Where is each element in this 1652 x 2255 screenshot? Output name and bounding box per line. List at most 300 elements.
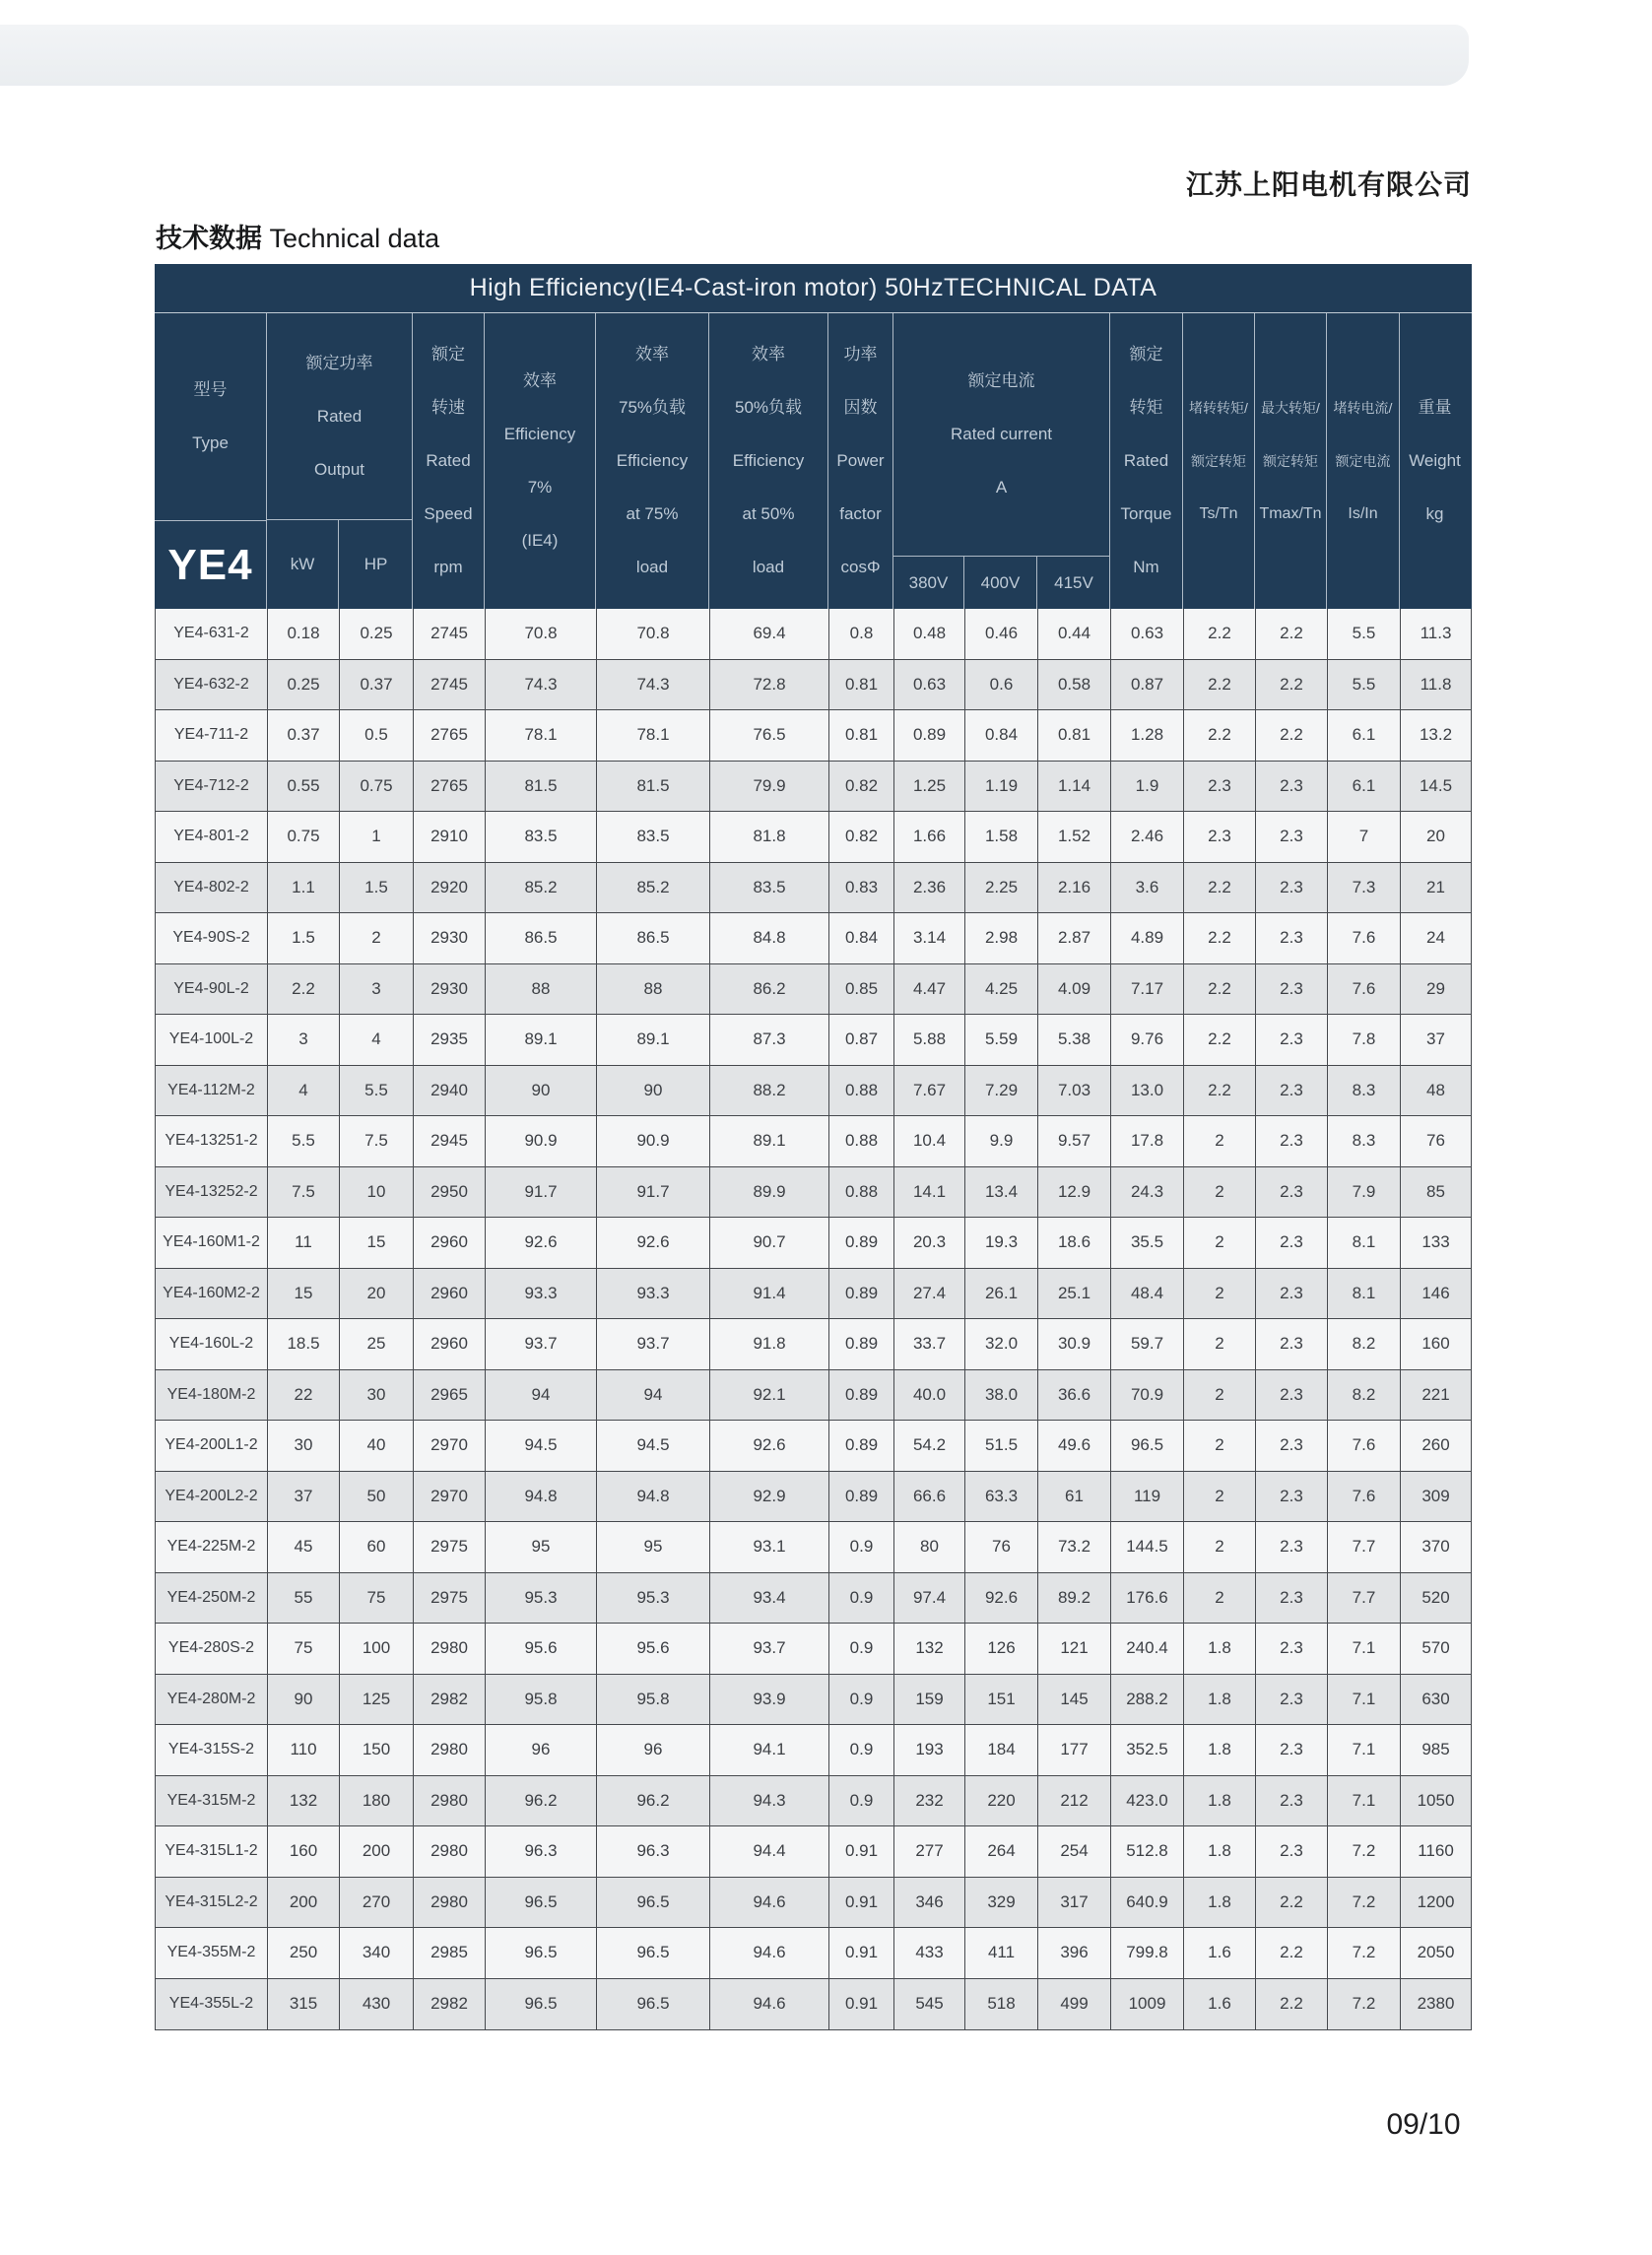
cell-value: 340 xyxy=(340,1928,414,1979)
cell-value: 0.89 xyxy=(829,1269,894,1320)
cell-value: 7.03 xyxy=(1038,1066,1111,1117)
output-label-zh: 额定功率 xyxy=(305,353,373,372)
cell-value: 309 xyxy=(1401,1472,1471,1523)
cell-value: 8.2 xyxy=(1328,1370,1401,1422)
cell-value: 0.89 xyxy=(829,1370,894,1422)
cell-value: 2970 xyxy=(414,1421,486,1472)
cell-value: 2 xyxy=(340,913,414,964)
cell-value: 315 xyxy=(268,1979,340,2030)
cell-value: 2 xyxy=(1184,1421,1256,1472)
cell-value: 18.6 xyxy=(1038,1218,1111,1269)
cell-value: 50 xyxy=(340,1472,414,1523)
col-header-efficiency xyxy=(485,313,596,609)
cell-value: 61 xyxy=(1038,1472,1111,1523)
cell-value: 2.2 xyxy=(1184,710,1256,762)
cell-value: 10 xyxy=(340,1167,414,1219)
table-row xyxy=(156,1167,1471,1219)
cell-value: 2980 xyxy=(414,1776,486,1827)
cell-value: 2.3 xyxy=(1256,1522,1328,1573)
cell-value: 9.57 xyxy=(1038,1116,1111,1167)
cell-value: 518 xyxy=(965,1979,1038,2030)
cell-value: 74.3 xyxy=(597,660,710,711)
cell-value: 96.2 xyxy=(597,1776,710,1827)
col-header-type xyxy=(155,313,267,609)
cell-value: 48.4 xyxy=(1111,1269,1184,1320)
cell-value: 2.46 xyxy=(1111,812,1184,863)
cell-value: 4.47 xyxy=(894,964,965,1016)
cell-value: 0.5 xyxy=(340,710,414,762)
cell-value: 0.46 xyxy=(965,609,1038,660)
cell-value: 2.2 xyxy=(1184,863,1256,914)
cell-value: 93.1 xyxy=(710,1522,829,1573)
table-row xyxy=(156,762,1471,813)
cell-value: 2985 xyxy=(414,1928,486,1979)
cell-value: 2.2 xyxy=(1256,660,1328,711)
table-row xyxy=(156,1116,1471,1167)
cell-value: 277 xyxy=(894,1826,965,1878)
cell-value: 2 xyxy=(1184,1116,1256,1167)
cell-model: YE4-711-2 xyxy=(156,710,268,762)
page-title-zh: 技术数据 xyxy=(156,224,262,253)
cell-value: 1200 xyxy=(1401,1878,1471,1929)
cell-value: 11 xyxy=(268,1218,340,1269)
cell-value: 5.38 xyxy=(1038,1015,1111,1066)
cell-value: 70.8 xyxy=(597,609,710,660)
cell-value: 0.91 xyxy=(829,1979,894,2030)
pf-line: Power xyxy=(836,451,885,470)
eff-line: Efficiency xyxy=(503,425,576,443)
cell-value: 2.2 xyxy=(1256,1979,1328,2030)
eff-line: 7% xyxy=(527,478,553,497)
cell-value: 78.1 xyxy=(486,710,597,762)
cell-value: 160 xyxy=(268,1826,340,1878)
cell-value: 96.5 xyxy=(486,1928,597,1979)
cell-value: 96.3 xyxy=(486,1826,597,1878)
cell-value: 9.76 xyxy=(1111,1015,1184,1066)
cell-value: 96.3 xyxy=(597,1826,710,1878)
cell-value: 499 xyxy=(1038,1979,1111,2030)
cell-value: 0.81 xyxy=(1038,710,1111,762)
cell-value: 1.25 xyxy=(894,762,965,813)
header-band xyxy=(0,25,1469,86)
cell-value: 32.0 xyxy=(965,1319,1038,1370)
cell-value: 423.0 xyxy=(1111,1776,1184,1827)
cell-value: 17.8 xyxy=(1111,1116,1184,1167)
cell-value: 0.48 xyxy=(894,609,965,660)
eff75-line: Efficiency xyxy=(616,451,689,470)
unit-kw: kW xyxy=(267,520,339,609)
cell-value: 0.37 xyxy=(268,710,340,762)
cell-value: 95.3 xyxy=(486,1573,597,1625)
cell-value: 1.52 xyxy=(1038,812,1111,863)
cell-value: 7 xyxy=(1328,812,1401,863)
cell-value: 0.81 xyxy=(829,660,894,711)
eff50-line: 50%负载 xyxy=(734,398,803,417)
cell-value: 125 xyxy=(340,1675,414,1726)
col-header-rated-speed xyxy=(413,313,485,609)
table-row xyxy=(156,1472,1471,1523)
cell-value: 2982 xyxy=(414,1675,486,1726)
table-row xyxy=(156,964,1471,1016)
cell-value: 51.5 xyxy=(965,1421,1038,1472)
cell-value: 91.8 xyxy=(710,1319,829,1370)
output-label-en2: Output xyxy=(313,459,365,479)
cell-value: 7.1 xyxy=(1328,1675,1401,1726)
cell-value: 59.7 xyxy=(1111,1319,1184,1370)
cell-value: 2960 xyxy=(414,1218,486,1269)
table-row xyxy=(156,1725,1471,1776)
cell-model: YE4-802-2 xyxy=(156,863,268,914)
cell-value: 81.8 xyxy=(710,812,829,863)
cell-value: 7.5 xyxy=(268,1167,340,1219)
table-row xyxy=(156,609,1471,660)
cell-value: 0.83 xyxy=(829,863,894,914)
cell-value: 11.8 xyxy=(1401,660,1471,711)
cell-value: 7.1 xyxy=(1328,1776,1401,1827)
cell-model: YE4-100L-2 xyxy=(156,1015,268,1066)
cell-value: 37 xyxy=(268,1472,340,1523)
cell-model: YE4-355M-2 xyxy=(156,1928,268,1979)
table-row xyxy=(156,913,1471,964)
eff-line: (IE4) xyxy=(521,531,559,550)
cell-value: 55 xyxy=(268,1573,340,1625)
cell-value: 2 xyxy=(1184,1472,1256,1523)
cell-value: 2.3 xyxy=(1256,1370,1328,1422)
cell-value: 4.25 xyxy=(965,964,1038,1016)
cell-value: 2380 xyxy=(1417,1994,1455,2014)
isin-line: Is/In xyxy=(1348,505,1378,522)
cell-value: 520 xyxy=(1401,1573,1471,1625)
cell-value: 2.3 xyxy=(1256,1015,1328,1066)
cell-value: 180 xyxy=(340,1776,414,1827)
cell-value: 1.8 xyxy=(1184,1826,1256,1878)
weight-line: 重量 xyxy=(1418,398,1452,417)
cell-value: 512.8 xyxy=(1111,1826,1184,1878)
cell-value: 0.9 xyxy=(829,1624,894,1675)
eff75-line: 75%负载 xyxy=(618,398,687,417)
cell-value: 30 xyxy=(268,1421,340,1472)
cell-value: 411 xyxy=(965,1928,1038,1979)
current-label-zh: 额定电流 xyxy=(967,371,1035,390)
cell-value: 4.09 xyxy=(1038,964,1111,1016)
cell-value: 2 xyxy=(1184,1573,1256,1625)
table-row xyxy=(156,1928,1471,1979)
col-header-rated-output xyxy=(267,313,413,609)
cell-value: 8.1 xyxy=(1328,1269,1401,1320)
torque-line: 转矩 xyxy=(1129,398,1163,417)
cell-value: 5.5 xyxy=(1328,660,1401,711)
table-row xyxy=(156,1675,1471,1726)
cell-value: 0.44 xyxy=(1038,609,1111,660)
cell-value: 7.6 xyxy=(1328,913,1401,964)
cell-value: 2930 xyxy=(414,913,486,964)
cell-value: 1.8 xyxy=(1184,1878,1256,1929)
voltage-400: 400V xyxy=(964,557,1037,609)
cell-value: 264 xyxy=(965,1826,1038,1878)
cell-value: 2.2 xyxy=(1184,913,1256,964)
pf-line: 功率 xyxy=(843,345,878,364)
cell-value: 75 xyxy=(268,1624,340,1675)
cell-model: YE4-13252-2 xyxy=(156,1167,268,1219)
cell-value: 2745 xyxy=(414,660,486,711)
cell-value: 74.3 xyxy=(486,660,597,711)
col-header-ts-tn xyxy=(1183,313,1255,609)
cell-value: 2050 xyxy=(1401,1928,1471,1979)
cell-value: 1160 xyxy=(1401,1826,1471,1878)
cell-value: 2.3 xyxy=(1184,762,1256,813)
cell-model: YE4-13251-2 xyxy=(156,1116,268,1167)
cell-value: 2 xyxy=(1184,1522,1256,1573)
cell-value: 2.3 xyxy=(1256,1573,1328,1625)
voltage-380: 380V xyxy=(893,557,964,609)
cell-value: 15 xyxy=(268,1269,340,1320)
cell-model: YE4-712-2 xyxy=(156,762,268,813)
cell-value: 0.37 xyxy=(340,660,414,711)
cell-value: 545 xyxy=(894,1979,965,2030)
cell-value: 7.2 xyxy=(1328,1928,1401,1979)
cell-value: 7.9 xyxy=(1328,1167,1401,1219)
cell-value: 2.16 xyxy=(1038,863,1111,914)
cell-value: 1 xyxy=(340,812,414,863)
cell-value: 4.89 xyxy=(1111,913,1184,964)
cell-value: 2980 xyxy=(414,1878,486,1929)
cell-value: 93.3 xyxy=(486,1269,597,1320)
col-header-is-in xyxy=(1327,313,1400,609)
table-title: High Efficiency(IE4-Cast-iron motor) 50HzTECHNICAL DATA xyxy=(155,264,1472,313)
table-row xyxy=(156,1015,1471,1066)
cell-value: 2.3 xyxy=(1256,1421,1328,1472)
cell-value: 94.5 xyxy=(597,1421,710,1472)
cell-value: 92.6 xyxy=(597,1218,710,1269)
cell-value: 86.5 xyxy=(597,913,710,964)
cell-value: 0.9 xyxy=(829,1725,894,1776)
pf-line: factor xyxy=(839,504,882,523)
cell-value: 5.88 xyxy=(894,1015,965,1066)
cell-value: 2 xyxy=(1184,1370,1256,1422)
ts-line: 堵转转矩/ xyxy=(1189,400,1248,416)
table-header xyxy=(155,313,1472,609)
cell-value: 18.5 xyxy=(268,1319,340,1370)
cell-value: 95.6 xyxy=(597,1624,710,1675)
cell-value: 346 xyxy=(894,1878,965,1929)
cell-model: YE4-315L1-2 xyxy=(156,1826,268,1878)
cell-value: 86.5 xyxy=(486,913,597,964)
torque-line: Nm xyxy=(1133,558,1159,576)
ts-line: 额定转矩 xyxy=(1191,453,1246,469)
cell-value: 95.6 xyxy=(486,1624,597,1675)
cell-value: 0.81 xyxy=(829,710,894,762)
cell-value: 799.8 xyxy=(1111,1928,1184,1979)
cell-value: 96.5 xyxy=(597,1979,710,2030)
cell-value: 24 xyxy=(1401,913,1471,964)
cell-value: 3.14 xyxy=(894,913,965,964)
isin-line: 堵转电流/ xyxy=(1333,400,1393,416)
torque-line: 额定 xyxy=(1129,345,1163,364)
cell-value: 76.5 xyxy=(710,710,829,762)
cell-value: 7.29 xyxy=(965,1066,1038,1117)
cell-value: 2 xyxy=(1184,1167,1256,1219)
cell-value: 2935 xyxy=(414,1015,486,1066)
weight-line: kg xyxy=(1425,504,1444,523)
table-row xyxy=(156,1066,1471,1117)
cell-value: 70.8 xyxy=(486,609,597,660)
series-label: YE4 xyxy=(155,520,266,609)
speed-line: Speed xyxy=(424,504,473,523)
table-row xyxy=(156,863,1471,914)
cell-value: 73.2 xyxy=(1038,1522,1111,1573)
cell-value: 0.9 xyxy=(829,1573,894,1625)
cell-value: 1.19 xyxy=(965,762,1038,813)
cell-value: 12.9 xyxy=(1038,1167,1111,1219)
cell-value: 94.5 xyxy=(486,1421,597,1472)
table-row xyxy=(156,1269,1471,1320)
cell-value: 1.8 xyxy=(1184,1624,1256,1675)
cell-value: 93.7 xyxy=(486,1319,597,1370)
page-number: 09/10 xyxy=(1386,2108,1461,2141)
col-header-rated-torque xyxy=(1110,313,1183,609)
cell-value: 2.3 xyxy=(1256,964,1328,1016)
speed-line: Rated xyxy=(426,451,471,470)
output-label-en1: Rated xyxy=(316,406,363,426)
cell-value: 7.7 xyxy=(1328,1522,1401,1573)
cell-value: 212 xyxy=(1038,1776,1111,1827)
cell-value: 24.3 xyxy=(1111,1167,1184,1219)
company-name: 江苏上阳电机有限公司 xyxy=(1185,169,1472,200)
cell-value: 0.91 xyxy=(829,1928,894,1979)
eff50-line: load xyxy=(752,558,785,576)
cell-value: 96.5 xyxy=(486,1878,597,1929)
cell-value: 93.7 xyxy=(710,1624,829,1675)
cell-value: 1.8 xyxy=(1184,1776,1256,1827)
cell-value: 81.5 xyxy=(597,762,710,813)
cell-value: 10.4 xyxy=(894,1116,965,1167)
cell-value: 25.1 xyxy=(1038,1269,1111,1320)
cell-value: 15 xyxy=(340,1218,414,1269)
cell-value: 2765 xyxy=(414,762,486,813)
table-row xyxy=(156,1370,1471,1422)
cell-value: 396 xyxy=(1038,1928,1111,1979)
cell-value: 232 xyxy=(894,1776,965,1827)
cell-value: 260 xyxy=(1401,1421,1471,1472)
cell-value: 0.89 xyxy=(829,1319,894,1370)
cell-value: 254 xyxy=(1038,1826,1111,1878)
col-header-power-factor xyxy=(828,313,893,609)
cell-value: 640.9 xyxy=(1111,1878,1184,1929)
cell-value: 96.5 xyxy=(597,1928,710,1979)
col-header-efficiency-50 xyxy=(709,313,828,609)
unit-hp: HP xyxy=(363,555,388,573)
cell-value: 92.6 xyxy=(710,1421,829,1472)
cell-value: 96.5 xyxy=(1111,1421,1184,1472)
cell-value: 25 xyxy=(340,1319,414,1370)
cell-value: 7.6 xyxy=(1328,1472,1401,1523)
cell-value: 94.8 xyxy=(486,1472,597,1523)
cell-value: 220 xyxy=(965,1776,1038,1827)
torque-line: Torque xyxy=(1120,504,1172,523)
table-row xyxy=(156,1421,1471,1472)
cell-value: 3.6 xyxy=(1111,863,1184,914)
cell-value: 2980 xyxy=(414,1725,486,1776)
cell-value: 144.5 xyxy=(1111,1522,1184,1573)
cell-value: 1009 xyxy=(1111,1979,1184,2030)
cell-value: 110 xyxy=(268,1725,340,1776)
cell-value: 93.9 xyxy=(710,1675,829,1726)
table-row xyxy=(156,812,1471,863)
cell-value: 94.6 xyxy=(710,1979,829,2030)
cell-value: 4 xyxy=(268,1066,340,1117)
cell-value: 7.2 xyxy=(1328,1979,1401,2030)
cell-value: 0.89 xyxy=(829,1421,894,1472)
cell-value: 92.9 xyxy=(710,1472,829,1523)
cell-value: 75 xyxy=(340,1573,414,1625)
cell-value: 72.8 xyxy=(710,660,829,711)
cell-value: 2745 xyxy=(414,609,486,660)
cell-value: 14.1 xyxy=(894,1167,965,1219)
cell-value: 630 xyxy=(1401,1675,1471,1726)
table-row xyxy=(156,710,1471,762)
cell-value: 0.8 xyxy=(829,609,894,660)
cell-model: YE4-280S-2 xyxy=(156,1624,268,1675)
cell-value: 93.3 xyxy=(597,1269,710,1320)
tmax-line: 额定转矩 xyxy=(1263,453,1318,469)
cell-value: 1.28 xyxy=(1111,710,1184,762)
cell-value: 126 xyxy=(965,1624,1038,1675)
cell-value: 250 xyxy=(268,1928,340,1979)
cell-model: YE4-160M2-2 xyxy=(156,1269,268,1320)
cell-value: 2.3 xyxy=(1256,1826,1328,1878)
cell-value: 87.3 xyxy=(710,1015,829,1066)
cell-value: 88 xyxy=(486,964,597,1016)
cell-value: 2920 xyxy=(414,863,486,914)
cell-value: 0.9 xyxy=(829,1776,894,1827)
technical-data-table xyxy=(155,264,1472,2030)
cell-value: 95.3 xyxy=(597,1573,710,1625)
table-row xyxy=(156,1826,1471,1878)
cell-value: 30.9 xyxy=(1038,1319,1111,1370)
cell-value: 2.3 xyxy=(1256,1725,1328,1776)
cell-model: YE4-90L-2 xyxy=(156,964,268,1016)
cell-value: 2.2 xyxy=(1256,609,1328,660)
voltage-415: 415V xyxy=(1054,572,1093,592)
cell-value: 177 xyxy=(1038,1725,1111,1776)
cell-value: 80 xyxy=(894,1522,965,1573)
cell-value: 2965 xyxy=(414,1370,486,1422)
cell-value: 90 xyxy=(486,1066,597,1117)
cell-value: 2.2 xyxy=(1256,1878,1328,1929)
cell-value: 0.25 xyxy=(268,660,340,711)
cell-value: 94.1 xyxy=(710,1725,829,1776)
cell-value: 91.7 xyxy=(597,1167,710,1219)
cell-value: 88.2 xyxy=(710,1066,829,1117)
cell-value: 7.2 xyxy=(1328,1826,1401,1878)
cell-value: 570 xyxy=(1401,1624,1471,1675)
cell-value: 2 xyxy=(1184,1218,1256,1269)
cell-value: 36.6 xyxy=(1038,1370,1111,1422)
cell-value: 19.3 xyxy=(965,1218,1038,1269)
cell-model: YE4-112M-2 xyxy=(156,1066,268,1117)
cell-model: YE4-180M-2 xyxy=(156,1370,268,1422)
cell-value: 2.3 xyxy=(1256,1269,1328,1320)
cell-value: 21 xyxy=(1401,863,1471,914)
page-title xyxy=(156,217,439,255)
current-unit: A xyxy=(995,478,1008,497)
type-label-zh: 型号 xyxy=(193,380,228,399)
cell-value: 7.1 xyxy=(1328,1725,1401,1776)
cell-model: YE4-631-2 xyxy=(156,609,268,660)
cell-value: 90.9 xyxy=(486,1116,597,1167)
cell-value: 0.89 xyxy=(829,1218,894,1269)
cell-value: 95 xyxy=(486,1522,597,1573)
